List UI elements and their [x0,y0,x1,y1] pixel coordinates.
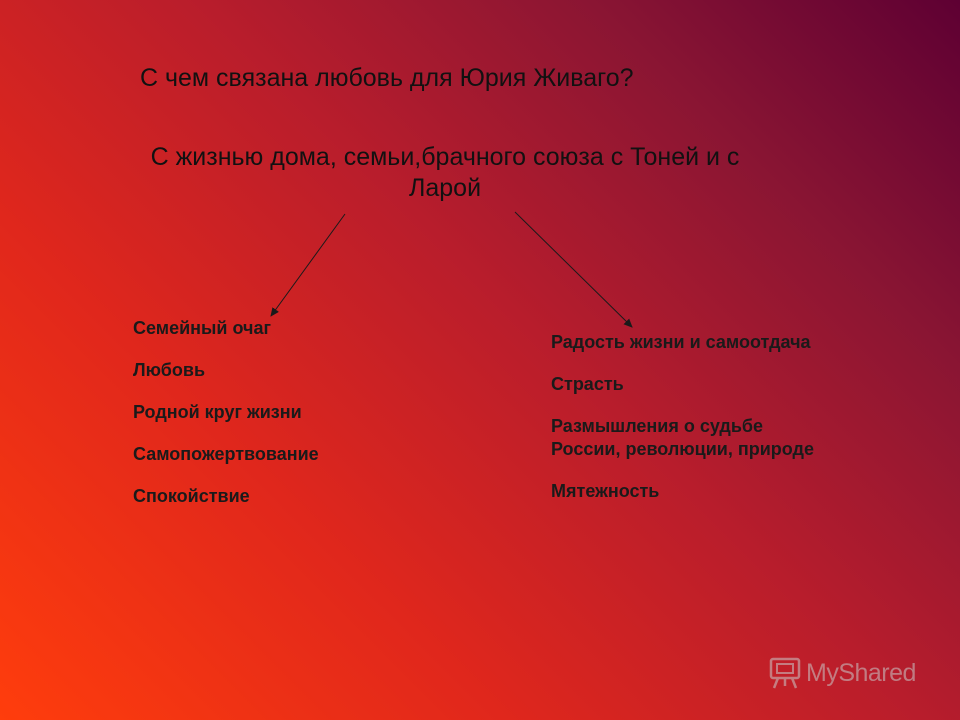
left-list-item: Родной круг жизни [133,402,302,422]
slide-question: С чем связана любовь для Юрия Живаго? [140,64,634,92]
watermark-text: MyShared [806,658,916,687]
left-list-item: Спокойствие [133,486,250,506]
right-list-item: Страсть [551,374,624,394]
arrow-right [515,212,632,327]
presentation-board-icon [768,656,802,690]
left-list [133,317,433,527]
right-list-item: Мятежность [551,481,660,501]
slide-answer: С жизнью дома, семьи,брачного союза с Тоней и с Ларой [150,143,740,202]
arrow-left [271,214,345,316]
right-list-item: Размышления о судьбе России, революции, природе [551,416,814,459]
watermark [768,656,916,690]
right-list [551,331,831,522]
left-list-item: Самопожертвование [133,444,319,464]
right-list-item: Радость жизни и самоотдача [551,332,811,352]
left-list-item: Семейный очаг [133,318,271,338]
left-list-item: Любовь [133,360,206,380]
